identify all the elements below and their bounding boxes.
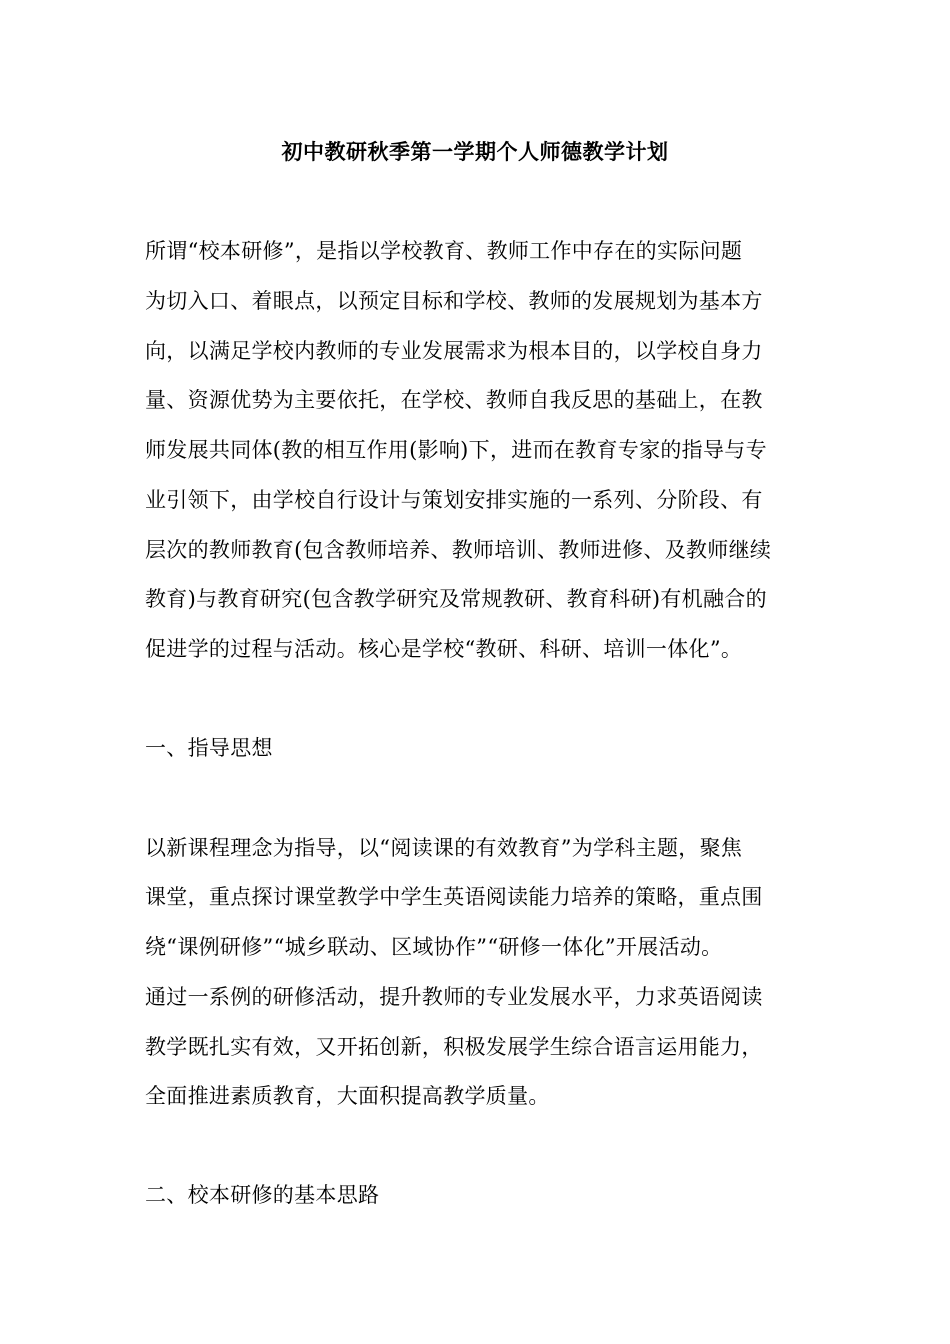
intro-line-5: 师发展共同体(教的相互作用(影响)下，进而在教育专家的指导与专: [145, 438, 767, 462]
intro-line-3: 向，以满足学校内教师的专业发展需求为根本目的，以学校自身力: [145, 339, 763, 363]
section1-line-4: 通过一系例的研修活动，提升教师的专业发展水平，力求英语阅读: [145, 985, 763, 1009]
section1-line-6: 全面推进素质教育，大面积提高教学质量。: [145, 1084, 550, 1108]
intro-line-8: 教育)与教育研究(包含教学研究及常规教研、教育科研)有机融合的: [145, 587, 767, 611]
intro-line-4: 量、资源优势为主要依托，在学校、教师自我反思的基础上，在教: [145, 388, 763, 412]
intro-line-1: 所谓“校本研修”，是指以学校教育、教师工作中存在的实际问题: [145, 239, 743, 263]
document-title: 初中教研秋季第一学期个人师德教学计划: [281, 139, 669, 164]
intro-line-2: 为切入口、着眼点，以预定目标和学校、教师的发展规划为基本方: [145, 289, 763, 313]
section2-heading: 二、校本研修的基本思路: [145, 1183, 380, 1207]
section1-line-3: 绕“课例研修”“城乡联动、区域协作”“研修一体化”开展活动。: [145, 935, 723, 959]
section1-line-2: 课堂，重点探讨课堂教学中学生英语阅读能力培养的策略，重点围: [145, 885, 763, 909]
intro-line-9: 促进学的过程与活动。核心是学校“教研、科研、培训一体化”。: [145, 637, 743, 661]
section1-line-5: 教学既扎实有效，又开拓创新，积极发展学生综合语言运用能力，: [145, 1035, 763, 1059]
intro-line-6: 业引领下，由学校自行设计与策划安排实施的一系列、分阶段、有: [145, 488, 763, 512]
section1-heading: 一、指导思想: [145, 736, 273, 760]
intro-line-7: 层次的教师教育(包含教师培养、教师培训、教师进修、及教师继续: [145, 538, 772, 562]
section1-line-1: 以新课程理念为指导，以“阅读课的有效教育”为学科主题，聚焦: [145, 836, 743, 860]
